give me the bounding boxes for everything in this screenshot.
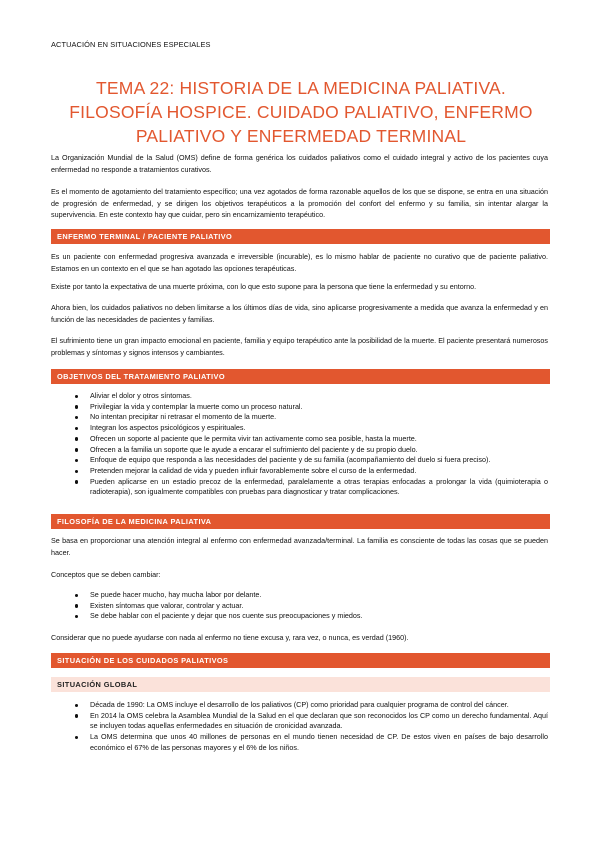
- filosofia-list: [90, 590, 548, 622]
- list-item: En 2014 la OMS celebra la Asamblea Mundial de la Salud en el que declaran que son reconocidos los CP como un derecho fundamental. Aquí se incluyen todas aquellas enfermedades en situación de cronicidad avanzada.: [90, 710, 548, 731]
- section-heading-objetivos: OBJETIVOS DEL TRATAMIENTO PALIATIVO: [51, 369, 550, 384]
- list-item: Privilegiar la vida y contemplar la muerte como un proceso natural.: [90, 402, 548, 413]
- subsection-heading-situacion-global: SITUACIÓN GLOBAL: [51, 677, 550, 692]
- filosofia-paragraph-3: Considerar que no puede ayudarse con nada al enfermo no tiene excusa y, rara vez, o nunca, es verdad (1960).: [51, 633, 409, 642]
- enfermo-paragraph-2: Existe por tanto la expectativa de una muerte próxima, con lo que esto supone para la persona que tiene la enfermedad y su entorno.: [51, 282, 477, 291]
- running-header: ACTUACIÓN EN SITUACIONES ESPECIALES: [51, 40, 211, 49]
- filosofia-paragraph-2: Conceptos que se deben cambiar:: [51, 570, 161, 579]
- list-item: Existen síntomas que valorar, controlar y actuar.: [90, 601, 548, 612]
- list-item: Ofrecen a la familia un soporte que le ayude a encarar el sufrimiento del paciente y de su propio duelo.: [90, 445, 548, 456]
- objetivos-list: [90, 391, 548, 498]
- title-line-2: FILOSOFÍA HOSPICE. CUIDADO PALIATIVO, ENFERMO: [69, 102, 533, 122]
- list-item: La OMS determina que unos 40 millones de personas en el mundo tienen necesidad de CP. De estos viven en países de bajo desarrollo económico el 67% de las personas mayores y el 6% de los niños.: [90, 732, 548, 752]
- list-item: Pueden aplicarse en un estadio precoz de la enfermedad, paralelamente a otras terapias enfocadas a prolongar la vida (quimioterapia o radioterapia), son igualmente compatibles con pruebas para diagnosticar y tratar complicaciones.: [90, 476, 548, 497]
- list-item: Se debe hablar con el paciente y dejar que nos cuente sus preocupaciones y miedos.: [90, 611, 548, 622]
- enfermo-paragraph-4: El sufrimiento tiene un gran impacto emocional en paciente, familia y equipo terapéutico ante la posibilidad de la muerte. El paciente presentará numerosos problemas y síntomas y signos intensos y cambiantes.: [51, 336, 548, 357]
- situacion-list: [90, 700, 548, 754]
- section-heading-situacion: SITUACIÓN DE LOS CUIDADOS PALIATIVOS: [51, 653, 550, 668]
- list-item: Aliviar el dolor y otros síntomas.: [90, 391, 548, 402]
- enfermo-paragraph-3: Ahora bien, los cuidados paliativos no deben limitarse a los últimos días de vida, sino aplicarse progresivamente a medida que avanza la enfermedad y en función de las necesidades de pacientes y familias.: [51, 303, 548, 324]
- list-item: No intentan precipitar ni retrasar el momento de la muerte.: [90, 412, 548, 423]
- list-item: Enfoque de equipo que responda a las necesidades del paciente y de su familia (acompañamiento del duelo si fuera preciso).: [90, 455, 548, 466]
- list-item: Ofrecen un soporte al paciente que le permita vivir tan activamente como sea posible, hasta la muerte.: [90, 434, 548, 445]
- title-line-1: TEMA 22: HISTORIA DE LA MEDICINA PALIATIVA.: [96, 78, 506, 98]
- section-heading-filosofia: FILOSOFÍA DE LA MEDICINA PALIATIVA: [51, 514, 550, 529]
- section-heading-enfermo-terminal: ENFERMO TERMINAL / PACIENTE PALIATIVO: [51, 229, 550, 244]
- list-item: Pretenden mejorar la calidad de vida y pueden influir favorablemente sobre el curso de la enfermedad.: [90, 466, 548, 477]
- intro-paragraph-1: La Organización Mundial de la Salud (OMS) define de forma genérica los cuidados paliativos como el cuidado integral y activo de los pacientes cuya enfermedad no responde a tratamientos curativos.: [51, 153, 548, 174]
- title-line-3: PALIATIVO Y ENFERMEDAD TERMINAL: [135, 126, 467, 146]
- intro-paragraph-2: Es el momento de agotamiento del tratamiento específico; una vez agotados de forma razonable aquellos de los que se dispone, se entra en una situación de progresión de enfermedad, y se dirigen los objetivos terapéuticos a la promoción del confort del enfermo y su familia, sin intentar alargar la supervivencia. En este contexto hay que cuidar, pero sin encarnizamiento terapéutico.: [51, 187, 548, 219]
- page-title: [51, 76, 551, 148]
- enfermo-paragraph-1: Es un paciente con enfermedad progresiva avanzada e irreversible (incurable), es lo mismo hablar de paciente no curativo que de paciente paliativo. Estamos en un contexto en el que se han agotado las opciones terapéuticas.: [51, 252, 548, 273]
- list-item: Se puede hacer mucho, hay mucha labor por delante.: [90, 590, 548, 601]
- filosofia-paragraph-1: Se basa en proporcionar una atención integral al enfermo con enfermedad avanzada/terminal. La familia es consciente de todas las cosas que se pueden hacer.: [51, 536, 548, 557]
- list-item: Integran los aspectos psicológicos y espirituales.: [90, 423, 548, 434]
- list-item: Década de 1990: La OMS incluye el desarrollo de los paliativos (CP) como prioridad para cualquier programa de control del cáncer.: [90, 700, 548, 711]
